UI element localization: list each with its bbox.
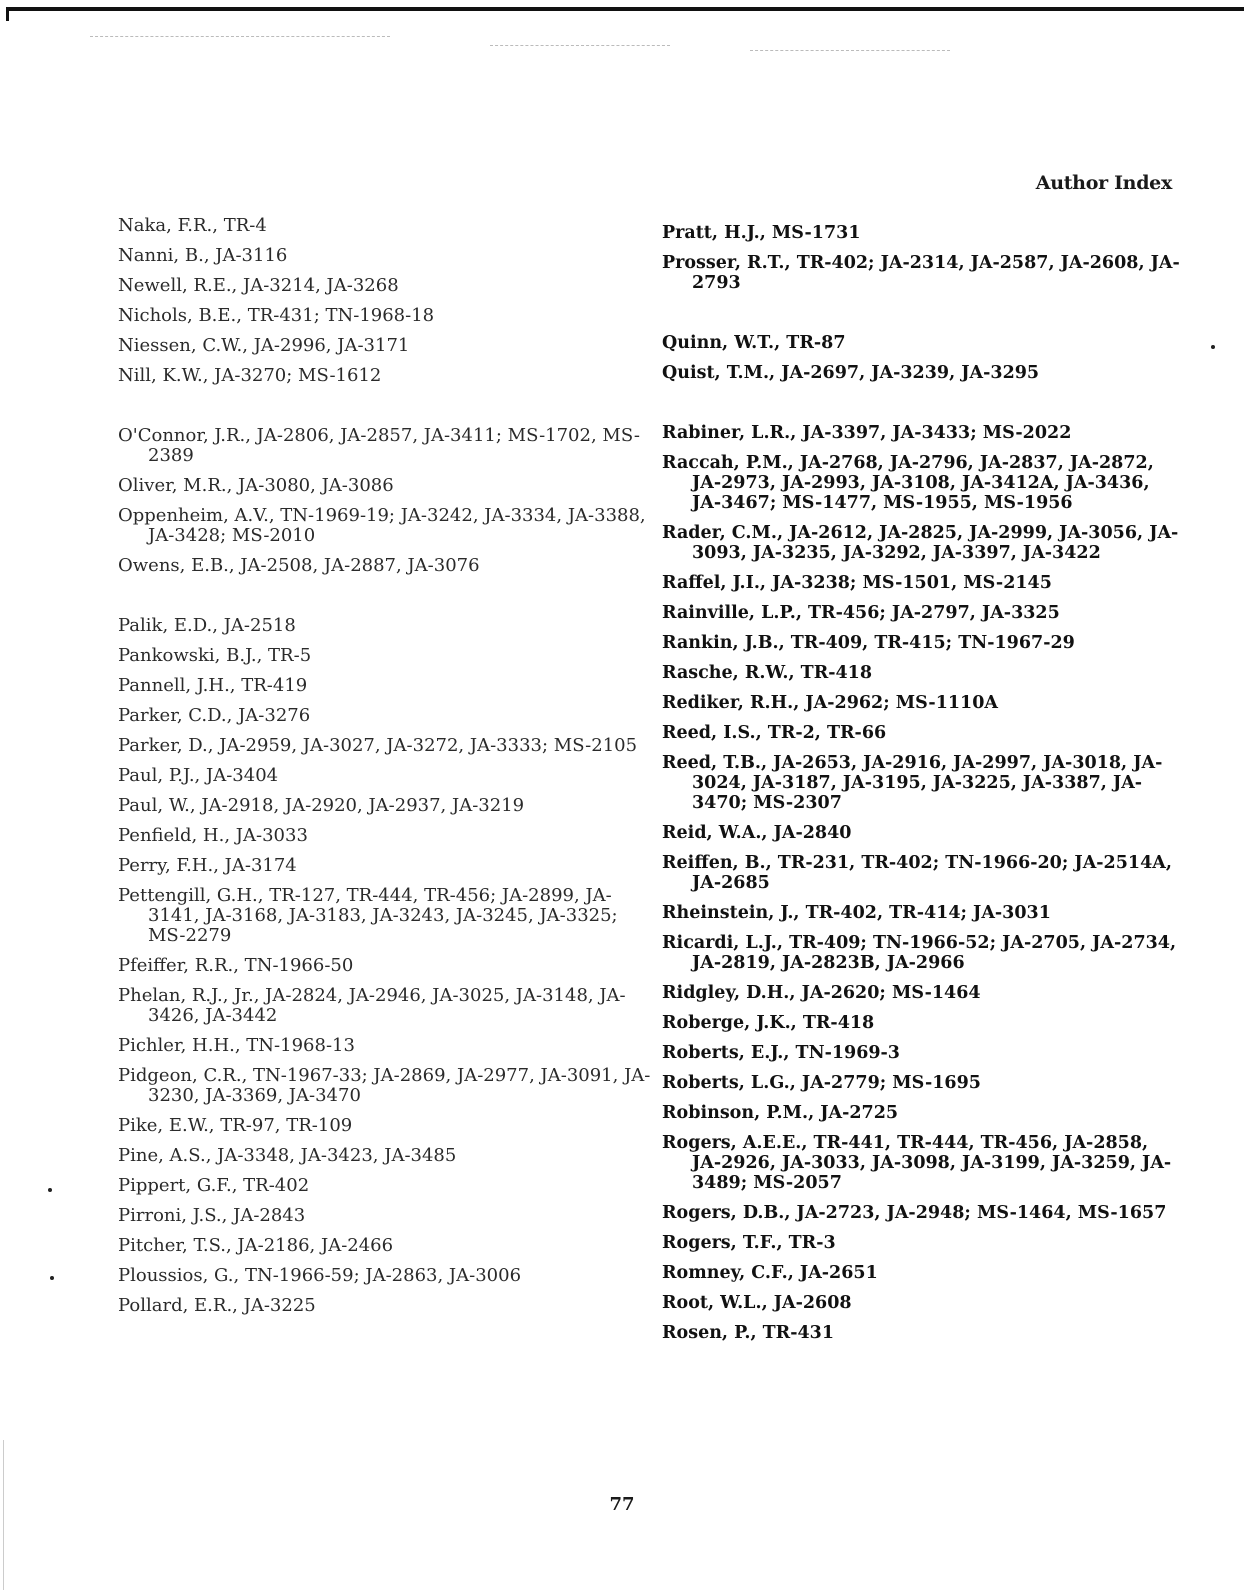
index-entry: Penfield, H., JA-3033	[118, 825, 308, 846]
index-entry: Root, W.L., JA-2608	[662, 1293, 852, 1313]
index-entry: Rogers, D.B., JA-2723, JA-2948; MS-1464, MS-1657	[662, 1203, 1167, 1223]
index-entry: Niessen, C.W., JA-2996, JA-3171	[118, 335, 410, 356]
top-rule	[6, 7, 1244, 11]
index-entry: Pankowski, B.J., TR-5	[118, 645, 312, 666]
index-entry: Perry, F.H., JA-3174	[118, 855, 297, 876]
group-gap	[662, 303, 1182, 333]
index-entry: Palik, E.D., JA-2518	[118, 615, 296, 636]
index-entry: Roberts, L.G., JA-2779; MS-1695	[662, 1073, 981, 1093]
index-entry: Parker, C.D., JA-3276	[118, 705, 311, 726]
index-entry: Raffel, J.I., JA-3238; MS-1501, MS-2145	[662, 573, 1052, 593]
index-entry: Ploussios, G., TN-1966-59; JA-2863, JA-3006	[118, 1265, 522, 1286]
index-entry: Quinn, W.T., TR-87	[662, 333, 846, 353]
index-entry: Naka, F.R., TR-4	[118, 215, 267, 236]
index-entry: Pike, E.W., TR-97, TR-109	[118, 1115, 353, 1136]
index-entry: Rogers, T.F., TR-3	[662, 1233, 836, 1253]
index-entry: Reed, T.B., JA-2653, JA-2916, JA-2997, JA-3018, JA-3024, JA-3187, JA-3195, JA-3225, JA-3387, JA-3470; MS-2307	[662, 753, 1163, 813]
index-entry: Ridgley, D.H., JA-2620; MS-1464	[662, 983, 981, 1003]
index-entry: Raccah, P.M., JA-2768, JA-2796, JA-2837, JA-2872, JA-2973, JA-2993, JA-3108, JA-3412A, JA-3436, JA-3467; MS-1477, MS-1955, MS-1956	[662, 453, 1154, 513]
index-entry: Pine, A.S., JA-3348, JA-3423, JA-3485	[118, 1145, 457, 1166]
index-entry: Pichler, H.H., TN-1968-13	[118, 1035, 355, 1056]
index-entry: Oppenheim, A.V., TN-1969-19; JA-3242, JA-3334, JA-3388, JA-3428; MS-2010	[118, 505, 646, 546]
index-entry: Rogers, A.E.E., TR-441, TR-444, TR-456, JA-2858, JA-2926, JA-3033, JA-3098, JA-3199, JA-3259, JA-3489; MS-2057	[662, 1133, 1172, 1193]
group-gap	[118, 396, 658, 426]
scan-artifact	[750, 50, 950, 51]
index-entry: Romney, C.F., JA-2651	[662, 1263, 878, 1283]
scan-artifact	[490, 45, 670, 46]
scan-speck	[1211, 345, 1215, 349]
index-entry: Pannell, J.H., TR-419	[118, 675, 308, 696]
group-gap	[662, 393, 1182, 423]
index-entry: Reid, W.A., JA-2840	[662, 823, 852, 843]
index-entry: Paul, P.J., JA-3404	[118, 765, 279, 786]
index-entry: Pirroni, J.S., JA-2843	[118, 1205, 306, 1226]
index-entry: Pettengill, G.H., TR-127, TR-444, TR-456; JA-2899, JA-3141, JA-3168, JA-3183, JA-3243, JA-3245, JA-3325; MS-2279	[118, 885, 618, 946]
index-entry: Rediker, R.H., JA-2962; MS-1110A	[662, 693, 998, 713]
scan-speck	[48, 1188, 52, 1192]
index-entry: Reiffen, B., TR-231, TR-402; TN-1966-20; JA-2514A, JA-2685	[662, 853, 1172, 893]
index-entry: Reed, I.S., TR-2, TR-66	[662, 723, 887, 743]
right-column	[662, 223, 1182, 1353]
scan-artifact	[90, 36, 390, 37]
index-entry: Pidgeon, C.R., TN-1967-33; JA-2869, JA-2977, JA-3091, JA-3230, JA-3369, JA-3470	[118, 1065, 651, 1106]
index-entry: Rosen, P., TR-431	[662, 1323, 835, 1343]
index-entry: Rankin, J.B., TR-409, TR-415; TN-1967-29	[662, 633, 1075, 653]
index-entry: Paul, W., JA-2918, JA-2920, JA-2937, JA-3219	[118, 795, 525, 816]
index-entry: Pratt, H.J., MS-1731	[662, 223, 861, 243]
index-entry: Ricardi, L.J., TR-409; TN-1966-52; JA-2705, JA-2734, JA-2819, JA-2823B, JA-2966	[662, 933, 1177, 973]
scan-speck	[50, 1276, 54, 1280]
index-entry: Roberts, E.J., TN-1969-3	[662, 1043, 900, 1063]
index-entry: Roberge, J.K., TR-418	[662, 1013, 875, 1033]
index-entry: Parker, D., JA-2959, JA-3027, JA-3272, JA-3333; MS-2105	[118, 735, 638, 756]
index-entry: Rader, C.M., JA-2612, JA-2825, JA-2999, JA-3056, JA-3093, JA-3235, JA-3292, JA-3397, JA-3422	[662, 523, 1179, 563]
index-entry: Prosser, R.T., TR-402; JA-2314, JA-2587, JA-2608, JA-2793	[662, 253, 1180, 293]
index-entry: Rabiner, L.R., JA-3397, JA-3433; MS-2022	[662, 423, 1072, 443]
index-entry: Pfeiffer, R.R., TN-1966-50	[118, 955, 354, 976]
left-column	[118, 216, 658, 1326]
top-rule-corner	[6, 7, 9, 21]
group-gap	[118, 586, 658, 616]
index-entry: Rasche, R.W., TR-418	[662, 663, 873, 683]
index-entry: Nill, K.W., JA-3270; MS-1612	[118, 365, 382, 386]
index-entry: Nanni, B., JA-3116	[118, 245, 288, 266]
index-entry: Owens, E.B., JA-2508, JA-2887, JA-3076	[118, 555, 480, 576]
index-entry: Newell, R.E., JA-3214, JA-3268	[118, 275, 399, 296]
index-entry: O'Connor, J.R., JA-2806, JA-2857, JA-3411; MS-1702, MS-2389	[118, 425, 640, 466]
index-entry: Rainville, L.P., TR-456; JA-2797, JA-3325	[662, 603, 1060, 623]
index-entry: Pippert, G.F., TR-402	[118, 1175, 310, 1196]
index-entry: Oliver, M.R., JA-3080, JA-3086	[118, 475, 394, 496]
page-header: Author Index	[1035, 172, 1172, 194]
page-number: 77	[609, 1494, 635, 1515]
index-entry: Quist, T.M., JA-2697, JA-3239, JA-3295	[662, 363, 1040, 383]
scan-artifact	[3, 1440, 4, 1590]
index-entry: Pitcher, T.S., JA-2186, JA-2466	[118, 1235, 394, 1256]
index-entry: Pollard, E.R., JA-3225	[118, 1295, 316, 1316]
index-entry: Robinson, P.M., JA-2725	[662, 1103, 899, 1123]
index-entry: Rheinstein, J., TR-402, TR-414; JA-3031	[662, 903, 1051, 923]
index-entry: Nichols, B.E., TR-431; TN-1968-18	[118, 305, 435, 326]
index-entry: Phelan, R.J., Jr., JA-2824, JA-2946, JA-3025, JA-3148, JA-3426, JA-3442	[118, 985, 626, 1026]
